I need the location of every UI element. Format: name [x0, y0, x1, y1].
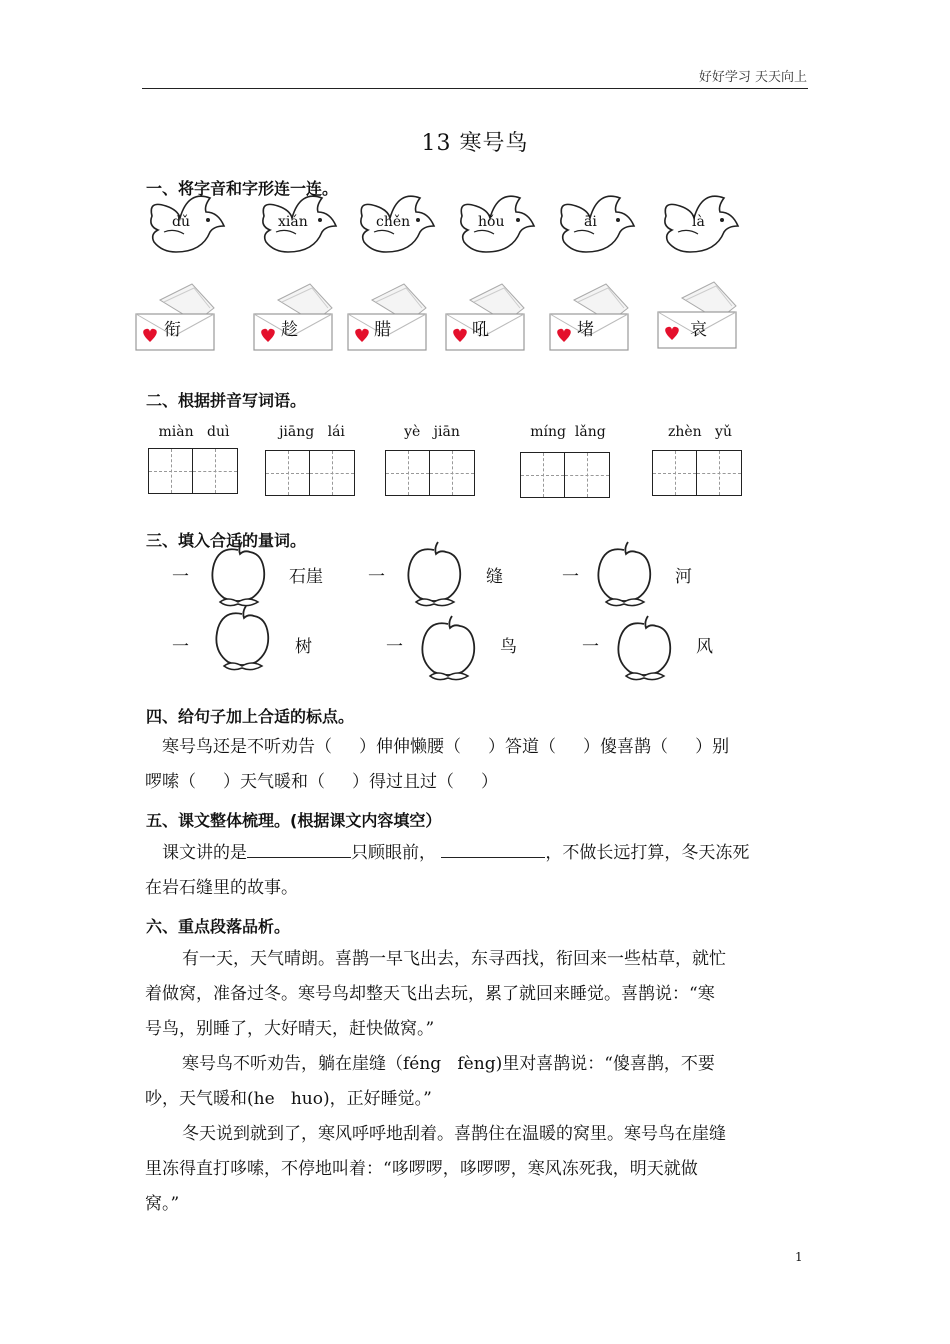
yi-label: 一 — [582, 637, 599, 657]
passage-line: 冬天说到就到了，寒风呼呼地刮着。喜鹊住在温暖的窝里。寒号鸟在崖缝 — [182, 1124, 726, 1144]
peach-icon — [594, 540, 656, 610]
yi-label: 一 — [368, 567, 385, 587]
answer-peach-box[interactable] — [418, 614, 480, 688]
peach-icon — [208, 540, 270, 610]
envelope-char: 吼 — [472, 320, 489, 340]
writing-grid[interactable] — [520, 452, 610, 498]
bird-pinyin: xián — [278, 214, 308, 230]
yi-label: 一 — [172, 567, 189, 587]
passage-line: 吵，天气暖和(he huo)，正好睡觉。” — [145, 1089, 432, 1109]
peach-icon — [212, 604, 274, 674]
word-pinyin: jiāng lái — [279, 424, 345, 440]
answer-peach-box[interactable] — [212, 604, 274, 678]
summary-text-a: 课文讲的是 — [162, 843, 247, 863]
yi-label: 一 — [562, 567, 579, 587]
measure-noun: 河 — [675, 567, 692, 587]
summary-line-2: 在岩石缝里的故事。 — [145, 878, 298, 898]
punctuation-line-1: 寒号鸟还是不听劝告（ ）伸伸懒腰（ ）答道（ ）傻喜鹊（ ）别 — [162, 737, 730, 757]
section5-heading: 五、课文整体梳理。(根据课文内容填空） — [146, 811, 442, 830]
envelope-char: 衔 — [164, 320, 181, 340]
header-motto: 好好学习 天天向上 — [698, 70, 807, 85]
word-pinyin: zhèn yǔ — [668, 424, 732, 440]
grid-cell[interactable] — [149, 449, 193, 493]
grid-cell[interactable] — [697, 451, 741, 495]
writing-grid[interactable] — [652, 450, 742, 496]
punctuation-line-2: 啰嗦（ ）天气暖和（ ）得过且过（ ） — [145, 772, 499, 792]
envelope-char: 堵 — [577, 320, 594, 340]
yi-label: 一 — [386, 637, 403, 657]
passage-line: 里冻得直打哆嗦，不停地叫着：“哆啰啰，哆啰啰，寒风冻死我，明天就做 — [145, 1159, 698, 1179]
passage-line: 号鸟，别睡了，大好晴天，赶快做窝。” — [145, 1019, 435, 1039]
word-pinyin: míng lǎng — [530, 424, 606, 440]
yi-label: 一 — [172, 637, 189, 657]
section4-heading: 四、给句子加上合适的标点。 — [146, 707, 355, 726]
grid-cell[interactable] — [430, 451, 474, 495]
measure-noun: 缝 — [486, 567, 503, 587]
passage-line: 有一天，天气晴朗。喜鹊一早飞出去，东寻西找，衔回来一些枯草，就忙 — [182, 949, 726, 969]
writing-grid[interactable] — [148, 448, 238, 494]
measure-noun: 树 — [295, 637, 312, 657]
envelope-char: 腊 — [374, 320, 391, 340]
grid-cell[interactable] — [193, 449, 237, 493]
writing-grid[interactable] — [385, 450, 475, 496]
grid-cell[interactable] — [310, 451, 354, 495]
bird-pinyin: là — [692, 214, 705, 230]
peach-icon — [614, 614, 676, 684]
measure-noun: 石崖 — [289, 567, 323, 587]
page-number: 1 — [795, 1250, 803, 1264]
section2-heading: 二、根据拼音写词语。 — [146, 391, 307, 410]
passage-line: 寒号鸟不听劝告，躺在崖缝（féng fèng)里对喜鹊说：“傻喜鹊，不要 — [182, 1054, 715, 1074]
envelope-char: 趁 — [281, 320, 298, 340]
grid-cell[interactable] — [521, 453, 565, 497]
bird-pinyin: hǒu — [478, 214, 505, 230]
summary-text-b: 只顾眼前， — [351, 843, 436, 863]
section1-heading: 一、将字音和字形连一连。 — [146, 179, 339, 198]
answer-peach-box[interactable] — [614, 614, 676, 688]
summary-text-c: ，不做长远打算，冬天冻死 — [545, 843, 750, 863]
answer-peach-box[interactable] — [594, 540, 656, 614]
measure-noun: 鸟 — [500, 637, 517, 657]
word-pinyin: miàn duì — [158, 424, 230, 440]
grid-cell[interactable] — [565, 453, 609, 497]
page-title: 13 寒号鸟 — [421, 131, 529, 156]
answer-peach-box[interactable] — [208, 540, 270, 614]
bird-pinyin: chěn — [376, 214, 411, 230]
section6-heading: 六、重点段落品析。 — [146, 917, 291, 936]
summary-line-1 — [162, 836, 749, 870]
peach-icon — [404, 540, 466, 610]
bird-row — [140, 186, 810, 266]
measure-noun: 风 — [696, 637, 713, 657]
passage-line: 着做窝，准备过冬。寒号鸟却整天飞出去玩，累了就回来睡觉。喜鹊说：“寒 — [145, 984, 715, 1004]
bird-pinyin: āi — [584, 214, 597, 230]
answer-peach-box[interactable] — [404, 540, 466, 614]
envelope-char: 哀 — [690, 320, 707, 340]
fill-blank-2[interactable] — [441, 856, 545, 858]
word-pinyin: yè jiān — [404, 424, 460, 440]
peach-icon — [418, 614, 480, 684]
grid-cell[interactable] — [653, 451, 697, 495]
passage-line: 窝。” — [145, 1194, 180, 1214]
section3-heading: 三、填入合适的量词。 — [146, 531, 307, 550]
grid-cell[interactable] — [386, 451, 430, 495]
header-rule — [142, 88, 808, 89]
bird-pinyin: dǔ — [172, 214, 190, 230]
writing-grid[interactable] — [265, 450, 355, 496]
grid-cell[interactable] — [266, 451, 310, 495]
fill-blank-1[interactable] — [247, 856, 351, 858]
